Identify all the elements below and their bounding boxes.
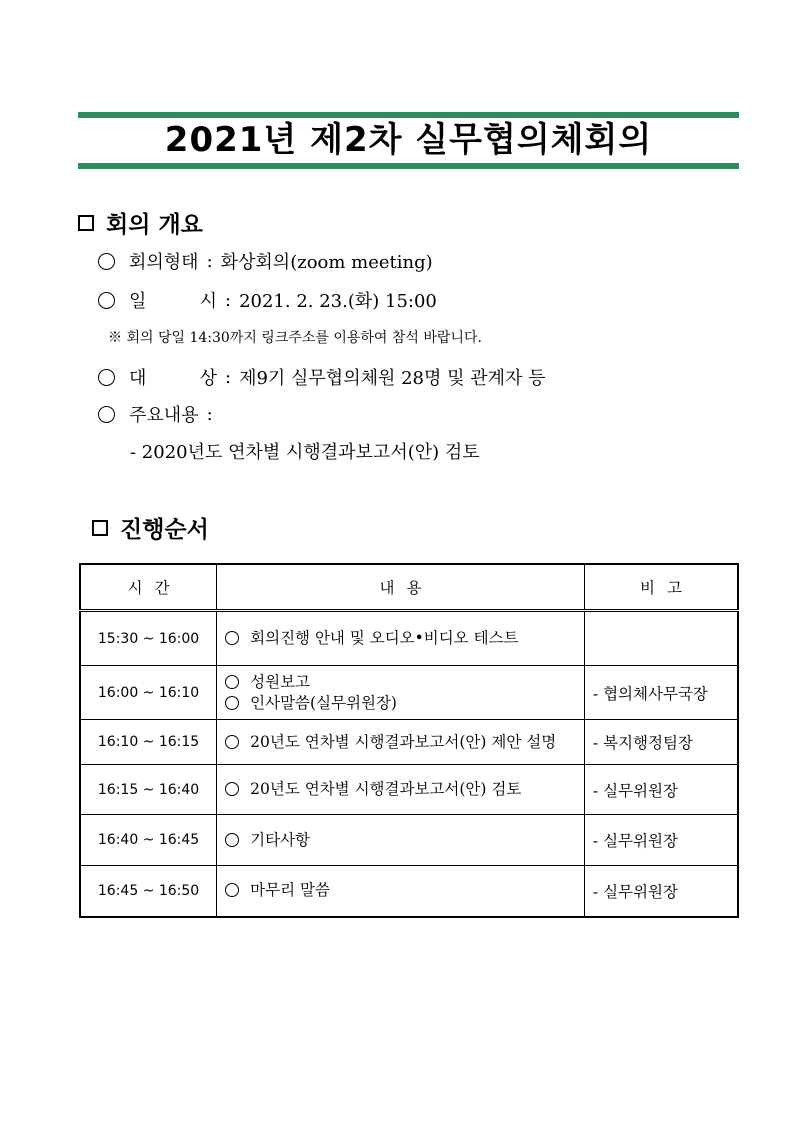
column-header-content: 내용 bbox=[217, 564, 585, 611]
column-header-note: 비고 bbox=[584, 564, 738, 611]
circle-bullet-icon bbox=[98, 369, 115, 386]
overview-heading-text: 회의 개요 bbox=[106, 212, 203, 238]
table-row bbox=[80, 815, 738, 866]
schedule-table bbox=[79, 563, 739, 918]
circle-bullet-icon bbox=[225, 696, 239, 710]
table-row bbox=[80, 666, 738, 720]
column-header-time: 시간 bbox=[80, 564, 217, 611]
row-time: 16:45 ~ 16:50 bbox=[80, 866, 217, 917]
row-content: 회의진행 안내 및 오디오•비디오 테스트 bbox=[217, 611, 585, 666]
overview-item-label: 일 시 bbox=[129, 291, 217, 312]
row-content: 기타사항 bbox=[217, 815, 585, 866]
row-content: 성원보고 인사말씀(실무위원장) bbox=[217, 666, 585, 720]
overview-item-label: 대 상 bbox=[129, 368, 217, 389]
page-title: 2021년 제2차 실무협의체회의 bbox=[164, 120, 653, 160]
overview-item-datetime: 일 시 : 2021. 2. 23.(화) 15:00 bbox=[98, 287, 437, 313]
overview-sub-item: - 2020년도 연차별 시행결과보고서(안) 검토 bbox=[130, 442, 480, 463]
row-content: 20년도 연차별 시행결과보고서(안) 검토 bbox=[217, 765, 585, 815]
overview-item-format: 회의형태 : 화상회의(zoom meeting) bbox=[98, 248, 433, 274]
row-time: 15:30 ~ 16:00 bbox=[80, 611, 217, 666]
overview-item-label: 주요내용 bbox=[129, 405, 199, 426]
title-bottom-rule bbox=[78, 163, 739, 169]
row-time: 16:40 ~ 16:45 bbox=[80, 815, 217, 866]
overview-item-label: 회의형태 bbox=[129, 252, 199, 273]
overview-item-value: 화상회의(zoom meeting) bbox=[220, 252, 433, 273]
table-header-row bbox=[80, 564, 738, 611]
overview-item-value: 2021. 2. 23.(화) 15:00 bbox=[239, 291, 437, 312]
row-time: 16:15 ~ 16:40 bbox=[80, 765, 217, 815]
row-time: 16:00 ~ 16:10 bbox=[80, 666, 217, 720]
row-note bbox=[584, 611, 738, 666]
row-note: - 실무위원장 bbox=[584, 815, 738, 866]
circle-bullet-icon bbox=[98, 292, 115, 309]
table-row bbox=[80, 866, 738, 917]
circle-bullet-icon bbox=[225, 631, 239, 645]
row-note: - 복지행정팀장 bbox=[584, 720, 738, 765]
circle-bullet-icon bbox=[225, 782, 239, 796]
circle-bullet-icon bbox=[225, 735, 239, 749]
table-row bbox=[80, 765, 738, 815]
row-content: 마무리 말씀 bbox=[217, 866, 585, 917]
row-note: - 실무위원장 bbox=[584, 866, 738, 917]
square-bullet-icon bbox=[78, 215, 94, 231]
circle-bullet-icon bbox=[225, 675, 239, 689]
circle-bullet-icon bbox=[98, 253, 115, 270]
circle-bullet-icon bbox=[225, 833, 239, 847]
row-note: - 협의체사무국장 bbox=[584, 666, 738, 720]
schedule-heading-text: 진행순서 bbox=[120, 517, 209, 543]
schedule-heading bbox=[92, 511, 209, 544]
row-note: - 실무위원장 bbox=[584, 765, 738, 815]
row-content: 20년도 연차별 시행결과보고서(안) 제안 설명 bbox=[217, 720, 585, 765]
table-row bbox=[80, 611, 738, 666]
overview-note: ※ 회의 당일 14:30까지 링크주소를 이용하여 참석 바랍니다. bbox=[108, 330, 482, 346]
row-time: 16:10 ~ 16:15 bbox=[80, 720, 217, 765]
table-row bbox=[80, 720, 738, 765]
circle-bullet-icon bbox=[98, 406, 115, 423]
circle-bullet-icon bbox=[225, 883, 239, 897]
overview-item-value: 제9기 실무협의체원 28명 및 관계자 등 bbox=[239, 368, 546, 389]
overview-item-target: 대 상 : 제9기 실무협의체원 28명 및 관계자 등 bbox=[98, 364, 545, 390]
overview-heading bbox=[78, 206, 203, 239]
overview-item-agenda: 주요내용 : bbox=[98, 401, 221, 427]
square-bullet-icon bbox=[92, 520, 108, 536]
